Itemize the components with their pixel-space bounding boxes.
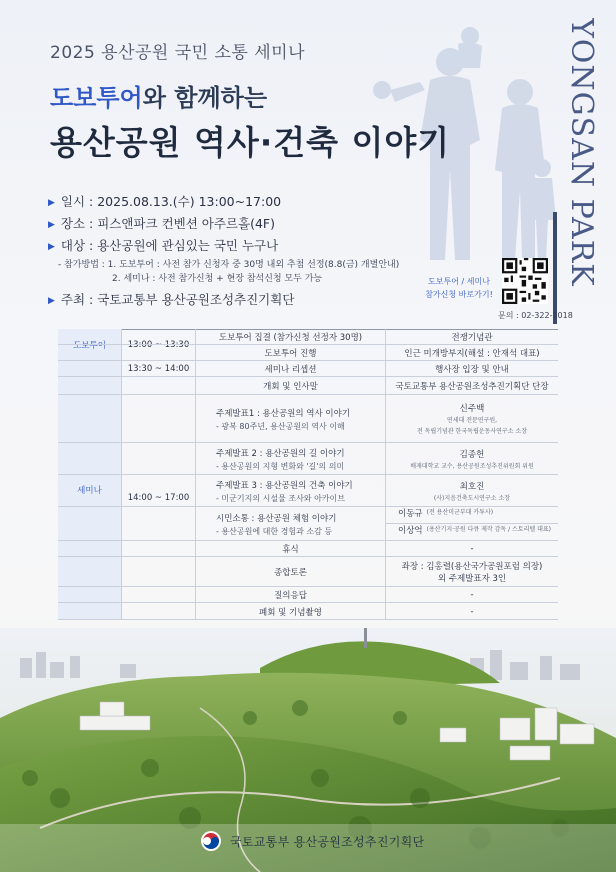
table-row	[58, 345, 558, 361]
speaker-desc: 외 주제발표자 3인	[437, 574, 507, 584]
speaker-name: 이상억	[398, 526, 423, 536]
category-tour: 도보투어	[58, 329, 122, 361]
program-desc: - 용산공원에 대한 경험과 소감 등	[216, 526, 333, 536]
program-cell	[196, 507, 386, 541]
method-label: - 참가방법 :	[58, 260, 105, 270]
qr-label-2: 참가신청 바로가기!	[425, 290, 493, 299]
table-row	[58, 541, 558, 557]
info-date-text: 일시 : 2025.08.13.(수) 13:00~17:00	[60, 194, 282, 209]
subtitle-rest: 와 함께하는	[142, 84, 268, 112]
table-row	[58, 475, 558, 507]
speaker-cell: -	[470, 590, 474, 600]
method-line-1	[58, 257, 399, 270]
info-host	[48, 290, 294, 308]
vertical-accent-bar	[553, 212, 557, 324]
program-cell	[196, 443, 386, 475]
speaker-cell: -	[470, 544, 474, 554]
speaker-cell: 인근 미개방부지(해설 : 안재석 대표)	[404, 349, 540, 359]
qr-label-1: 도보투어 / 세미나	[428, 277, 490, 286]
table-row	[58, 587, 558, 603]
subtitle-highlight: 도보투어	[50, 84, 143, 112]
speaker-desc: 배재대학교 교수, 용산공원조성추진위원회 위원	[410, 462, 534, 470]
speaker-name: 신주백	[459, 404, 485, 414]
vertical-title	[562, 18, 602, 328]
table-row	[58, 557, 558, 587]
taegeuk-logo-icon	[200, 830, 222, 852]
qr-label	[418, 275, 500, 301]
triangle-bullet-icon: ▶	[48, 198, 55, 208]
speaker-cell	[386, 443, 558, 475]
program-cell: 종합토론	[196, 557, 386, 587]
program-cell: 휴식	[196, 541, 386, 557]
speaker-cell	[386, 395, 558, 443]
footer-org: 국토교통부 용산공원조성추진기획단	[230, 834, 425, 849]
speaker-name: 이동규	[398, 509, 423, 519]
speaker-cell: 전쟁기념관	[451, 333, 493, 343]
program-desc: - 광복 80주년, 용산공원의 역사 이해	[216, 421, 345, 431]
schedule-table	[58, 329, 558, 620]
info-place	[48, 214, 275, 232]
footer	[200, 830, 430, 852]
info-target-text: 대상 : 용산공원에 관심있는 국민 누구나	[60, 238, 279, 253]
speaker-note: (용산기지·공원 다큐 제작 감독 / 스토리텔 대표)	[426, 526, 552, 533]
program-desc: - 용산공원의 지형 변화와 '길'의 의미	[216, 461, 345, 471]
program-cell: 질의응답	[196, 587, 386, 603]
program-cell: 도보투어 진행	[196, 345, 386, 361]
triangle-bullet-icon: ▶	[48, 242, 55, 252]
category-seminar: 세미나	[58, 361, 122, 620]
table-row	[58, 361, 558, 377]
program-title: 주제발표 3 : 용산공원의 건축 이야기	[216, 480, 353, 491]
info-host-text: 주최 : 국토교통부 용산공원조성추진기획단	[60, 292, 295, 307]
contact-phone: 문의 : 02-322-2018	[498, 311, 573, 320]
speaker-name: 최호진	[459, 481, 485, 492]
speaker-cell: 행사장 입장 및 안내	[435, 365, 509, 375]
table-row	[58, 507, 558, 541]
program-cell: 폐회 및 기념촬영	[196, 603, 386, 620]
speaker-cell: 국토교통부 용산공원조성추진기획단 단장	[395, 382, 549, 392]
time-seminar: 14:00 ~ 17:00	[122, 377, 196, 620]
speaker-note: (전 용산미군부대 카투사)	[426, 509, 494, 516]
speaker-cell	[386, 475, 558, 507]
program-cell: 개회 및 인사말	[196, 377, 386, 395]
vertical-title-text: YONGSAN PARK	[564, 18, 599, 287]
info-place-text: 장소 : 피스앤파크 컨벤션 아주르홀(4F)	[60, 216, 275, 231]
speaker-desc: (사)지음건축도시연구소 소장	[433, 494, 511, 502]
speaker-desc-2: 전 독립기념관 한국독립운동사연구소 소장	[416, 428, 528, 435]
qr-code-icon[interactable]	[502, 258, 548, 304]
method-1: 1. 도보투어 : 사전 참가 신청자 중 30명 내외 추첨 선정(8.8(금) 개별안내)	[107, 260, 400, 270]
table-row	[58, 377, 558, 395]
info-target	[48, 236, 278, 254]
subtitle	[50, 78, 267, 113]
pre-title: 2025 용산공원 국민 소통 세미나	[50, 43, 306, 63]
speaker-desc: 연세대 전문연구원,	[446, 417, 498, 424]
main-title: 용산공원 역사·건축 이야기	[50, 123, 451, 162]
method-line-2: 2. 세미나 : 사전 참가신청 + 현장 참석신청 모두 가능	[112, 274, 323, 284]
table-row	[58, 329, 558, 345]
speaker-cell	[386, 557, 558, 587]
program-cell: 세미나 리셉션	[196, 361, 386, 377]
speaker-cell-b	[386, 524, 558, 541]
program-title: 시민소통 : 용산공원 체험 이야기	[216, 513, 337, 524]
table-row	[58, 443, 558, 475]
program-cell	[196, 395, 386, 443]
program-cell: 도보투어 집결 (참가신청 선정자 30명)	[196, 329, 386, 345]
program-title: 주제발표 2 : 용산공원의 길 이야기	[216, 448, 345, 459]
time-reception: 13:30 ~ 14:00	[122, 361, 196, 377]
speaker-cell	[386, 507, 558, 524]
program-title: 주제발표1 : 용산공원의 역사 이야기	[216, 408, 351, 419]
program-desc: - 미군기지의 시설물 조사와 아카이브	[216, 493, 345, 503]
triangle-bullet-icon: ▶	[48, 296, 55, 306]
speaker-name: 김종헌	[459, 449, 485, 460]
speaker-name: 좌장 : 김홍렬(용산국가공원포럼 의장)	[401, 562, 543, 572]
info-date	[48, 192, 281, 210]
table-row	[58, 395, 558, 443]
program-cell	[196, 475, 386, 507]
table-row	[58, 603, 558, 620]
time-tour: 13:00 ~ 13:30	[122, 329, 196, 361]
triangle-bullet-icon: ▶	[48, 220, 55, 230]
speaker-cell: -	[470, 606, 474, 617]
